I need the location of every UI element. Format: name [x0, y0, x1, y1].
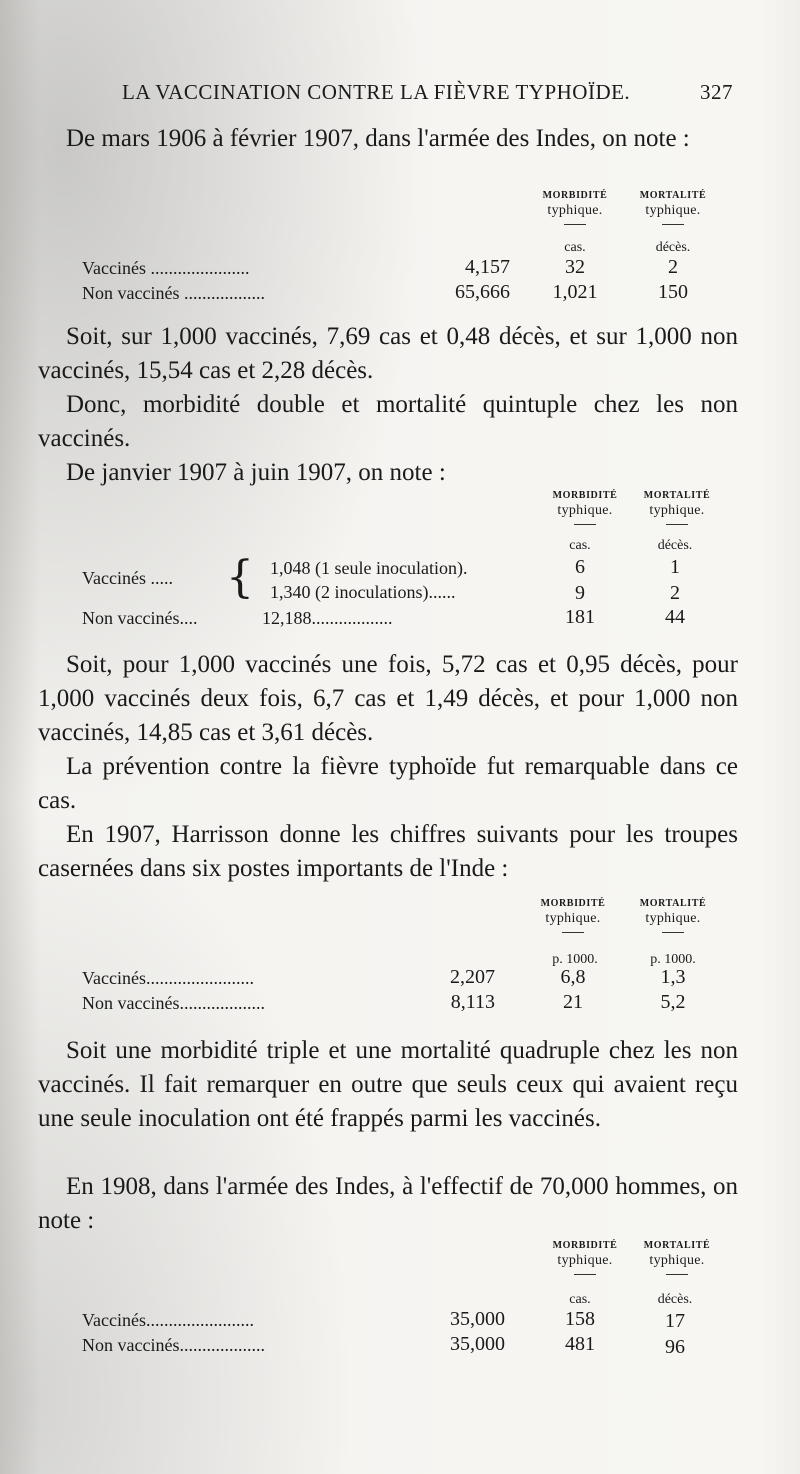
table2-header-mortalite: MORTALITÉ typhique. [632, 488, 722, 529]
table3-row-cas: 21 [563, 991, 583, 1013]
table4-row-cas: 158 [565, 1308, 595, 1330]
paragraph-6: La prévention contre la fièvre typhoïde fut remarquable dans ce cas. [38, 753, 738, 814]
table3-row-cas: 6,8 [560, 966, 586, 988]
table1-row-cas: 1,021 [552, 281, 598, 303]
table3-row-label: Non vaccinés................... [82, 993, 265, 1013]
table2-nonvac-cas: 181 [565, 606, 595, 628]
table1-unit-cas: cas. [564, 240, 586, 255]
table2-brace: { [226, 552, 254, 603]
table2-nonvac-deces: 44 [665, 606, 685, 628]
paragraph-1: De mars 1906 à février 1907, dans l'armée des Indes, on note : [66, 125, 690, 152]
table2-row-deces: 2 [670, 582, 680, 604]
table3-unit-cas: p. 1000. [552, 952, 598, 967]
table4-row-label: Non vaccinés................... [82, 1335, 265, 1355]
table2-vaccines-label: Vaccinés ..... [82, 568, 173, 588]
table1-row-label: Non vaccinés .................. [82, 283, 265, 303]
table1-header-morbidite: MORBIDITÉ typhique. [530, 188, 620, 229]
table4-row-cas: 481 [565, 1333, 595, 1355]
paragraph-3: Donc, morbidité double et mortalité quintuple chez les non vaccinés. [38, 391, 738, 452]
table3-unit-deces: p. 1000. [650, 952, 696, 967]
table4-header-morbidite: MORBIDITÉ typhique. [540, 1238, 630, 1279]
table3-row-deces: 5,2 [660, 991, 686, 1013]
table4-row-deces: 96 [665, 1336, 685, 1358]
table4-unit-cas: cas. [569, 1292, 591, 1307]
table1-row-effectif: 4,157 [465, 256, 510, 278]
table2-row-cas: 6 [575, 556, 585, 578]
table1-row-effectif: 65,666 [455, 281, 510, 303]
table4-row-label: Vaccinés........................ [82, 1310, 254, 1330]
paragraph-9: En 1908, dans l'armée des Indes, à l'effectif de 70,000 hommes, on note : [38, 1173, 738, 1234]
table4-row-effectif: 35,000 [450, 1333, 505, 1355]
table2-row-deces: 1 [670, 556, 680, 578]
page-number: 327 [700, 80, 733, 104]
table1-unit-deces: décès. [655, 240, 691, 255]
table1-row-deces: 150 [658, 281, 688, 303]
table3-row-effectif: 2,207 [450, 966, 495, 988]
table4-row-effectif: 35,000 [450, 1308, 505, 1330]
table3-header-morbidite: MORBIDITÉ typhique. [528, 896, 618, 937]
table3-row-label: Vaccinés........................ [82, 968, 254, 988]
paragraph-7: En 1907, Harrisson donne les chiffres suivants pour les troupes casernées dans six postes importants de l'Inde : [38, 821, 738, 882]
running-header-title: LA VACCINATION CONTRE LA FIÈVRE TYPHOÏDE. [122, 80, 631, 104]
table2-row-detail: 1,048 (1 seule inoculation). [270, 558, 468, 578]
table2-nonvac-label: Non vaccinés.... [82, 608, 198, 628]
paragraph-8: Soit une morbidité triple et une mortalité quadruple chez les non vaccinés. Il fait remarquer en outre que seuls ceux qui avaient reçu une seule inoculation ont été frappés parmi les vaccinés. [38, 1037, 738, 1132]
table2-header-morbidite: MORBIDITÉ typhique. [540, 488, 630, 529]
table1-row-deces: 2 [668, 256, 678, 278]
table2-unit-deces: décès. [657, 538, 693, 553]
table4-unit-deces: décès. [657, 1292, 693, 1307]
table3-row-deces: 1,3 [660, 966, 686, 988]
table1-header-mortalite: MORTALITÉ typhique. [628, 188, 718, 229]
table1-row-cas: 32 [565, 256, 585, 278]
table2-row-detail: 1,340 (2 inoculations)...... [270, 582, 456, 602]
table4-row-deces: 17 [665, 1310, 685, 1332]
table2-row-cas: 9 [575, 582, 585, 604]
table1-row-label: Vaccinés ...................... [82, 258, 250, 278]
paragraph-2: Soit, sur 1,000 vaccinés, 7,69 cas et 0,48 décès, et sur 1,000 non vaccinés, 15,54 cas et 2,28 décès. [38, 323, 738, 384]
table3-header-mortalite: MORTALITÉ typhique. [628, 896, 718, 937]
paragraph-5: Soit, pour 1,000 vaccinés une fois, 5,72 cas et 0,95 décès, pour 1,000 vaccinés deux fois, 6,7 cas et 1,49 décès, et pour 1,000 non vaccinés, 14,85 cas et 3,61 décès. [38, 651, 738, 746]
paragraph-4: De janvier 1907 à juin 1907, on note : [66, 459, 446, 486]
table2-nonvac-detail: 12,188.................. [262, 608, 393, 628]
table3-row-effectif: 8,113 [450, 991, 495, 1013]
table4-header-mortalite: MORTALITÉ typhique. [632, 1238, 722, 1279]
table2-unit-cas: cas. [569, 538, 591, 553]
